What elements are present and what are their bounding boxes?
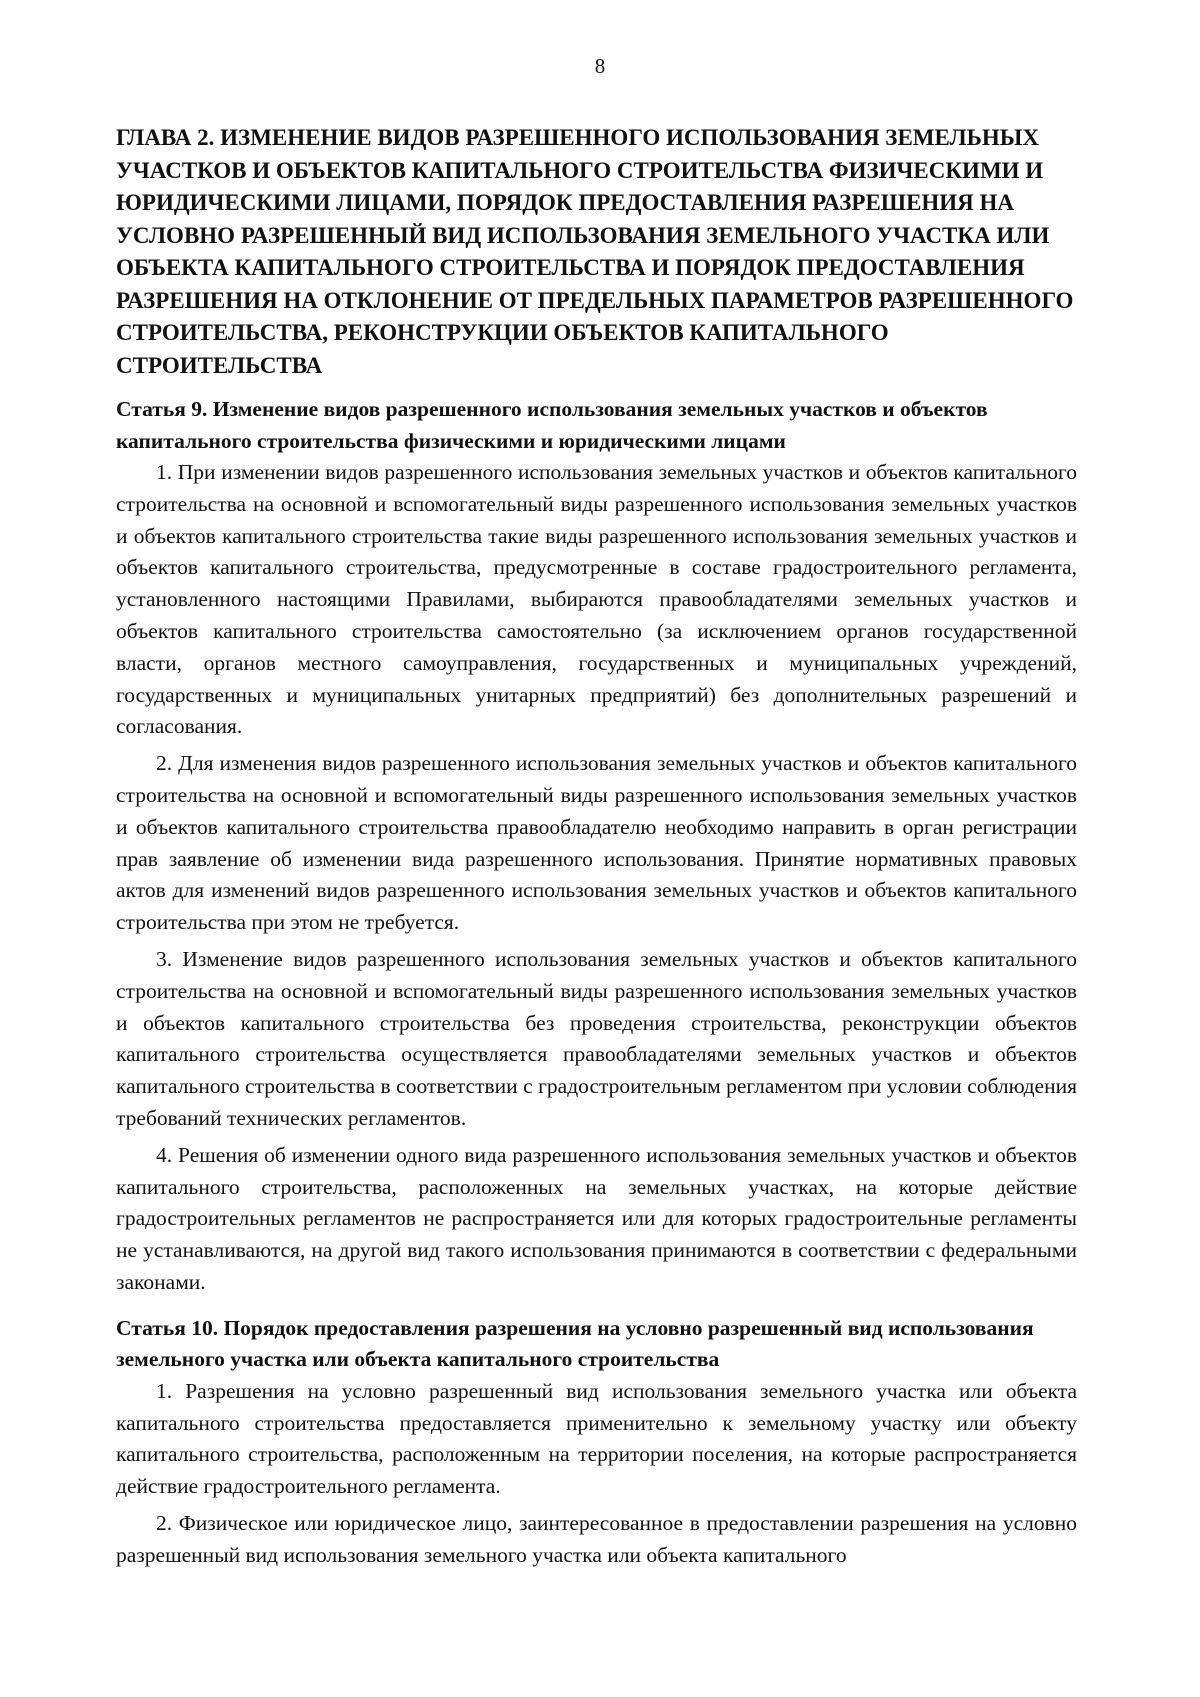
article-9-paragraph-1: 1. При изменении видов разрешенного использования земельных участков и объектов капитального строительства на основной и вспомогательный виды разрешенного использования земельных участков и объектов капитального строительства такие виды разрешенного использования земельных участков и объектов капитального строительства, предусмотренные в составе градостроительного регламента, установленного настоящими Правилами, выбираются правообладателями земельных участков и объектов капитального строительства самостоятельно (за исключением органов государственной власти, органов местного самоуправления, государственных и муниципальных учреждений, государственных и муниципальных унитарных предприятий) без дополнительных разрешений и согласования. bbox=[116, 460, 1077, 739]
article-9-title: Статья 9. Изменение видов разрешенного использования земельных участков и объектов капитального строительства физическими и юридическими лицами bbox=[116, 397, 988, 453]
article-10-paragraph-2: 2. Физическое или юридическое лицо, заинтересованное в предоставлении разрешения на условно разрешенный вид использования земельного участка или объекта капитального bbox=[116, 1510, 1077, 1567]
article-9-paragraph-2: 2. Для изменения видов разрешенного использования земельных участков и объектов капитального строительства на основной и вспомогательный виды разрешенного использования земельных участков и объектов капитального строительства правообладателю необходимо направить в орган регистрации прав заявление об изменении вида разрешенного использования. Принятие нормативных правовых актов для изменений видов разрешенного использования земельных участков и объектов капитального строительства при этом не требуется. bbox=[116, 751, 1077, 935]
article-10-paragraph-1: 1. Разрешения на условно разрешенный вид использования земельного участка или объекта капитального строительства предоставляется применительно к земельному участку или объекту капитального строительства, расположенным на территории поселения, на которые распространяется действие градостроительного регламента. bbox=[116, 1378, 1077, 1499]
article-10-title: Статья 10. Порядок предоставления разрешения на условно разрешенный вид использования земельного участка или объекта капитального строительства bbox=[116, 1315, 1034, 1372]
article-9-paragraph-4: 4. Решения об изменении одного вида разрешенного использования земельных участков и объектов капитального строительства, расположенных на земельных участках, на которые действие градостроительных регламентов не распространяется или для которых градостроительные регламенты не устанавливаются, на другой вид такого использования принимаются в соответствии с федеральными законами. bbox=[116, 1142, 1077, 1294]
chapter-title: ГЛАВА 2. ИЗМЕНЕНИЕ ВИДОВ РАЗРЕШЕННОГО ИСПОЛЬЗОВАНИЯ ЗЕМЕЛЬНЫХ УЧАСТКОВ И ОБЪЕКТОВ КАПИТАЛЬНОГО СТРОИТЕЛЬСТВА ФИЗИЧЕСКИМИ И ЮРИДИЧЕСКИМИ ЛИЦАМИ, ПОРЯДОК ПРЕДОСТАВЛЕНИЯ РАЗРЕШЕНИЯ НА УСЛОВНО РАЗРЕШЕННЫЙ ВИД ИСПОЛЬЗОВАНИЯ ЗЕМЕЛЬНОГО УЧАСТКА ИЛИ ОБЪЕКТА КАПИТАЛЬНОГО СТРОИТЕЛЬСТВА И ПОРЯДОК ПРЕДОСТАВЛЕНИЯ РАЗРЕШЕНИЯ НА ОТКЛОНЕНИЕ ОТ ПРЕДЕЛЬНЫХ ПАРАМЕТРОВ РАЗРЕШЕННОГО СТРОИТЕЛЬСТВА, РЕКОНСТРУКЦИИ ОБЪЕКТОВ КАПИТАЛЬНОГО СТРОИТЕЛЬСТВА bbox=[116, 125, 1074, 378]
page-content bbox=[116, 122, 1077, 1572]
article-9-paragraph-3: 3. Изменение видов разрешенного использования земельных участков и объектов капитального строительства на основной и вспомогательный виды разрешенного использования земельных участков и объектов капитального строительства без проведения строительства, реконструкции объектов капитального строительства осуществляется правообладателями земельных участков и объектов капитального строительства в соответствии с градостроительным регламентом при условии соблюдения требований технических регламентов. bbox=[116, 946, 1077, 1130]
page-number: 8 bbox=[594, 54, 606, 78]
